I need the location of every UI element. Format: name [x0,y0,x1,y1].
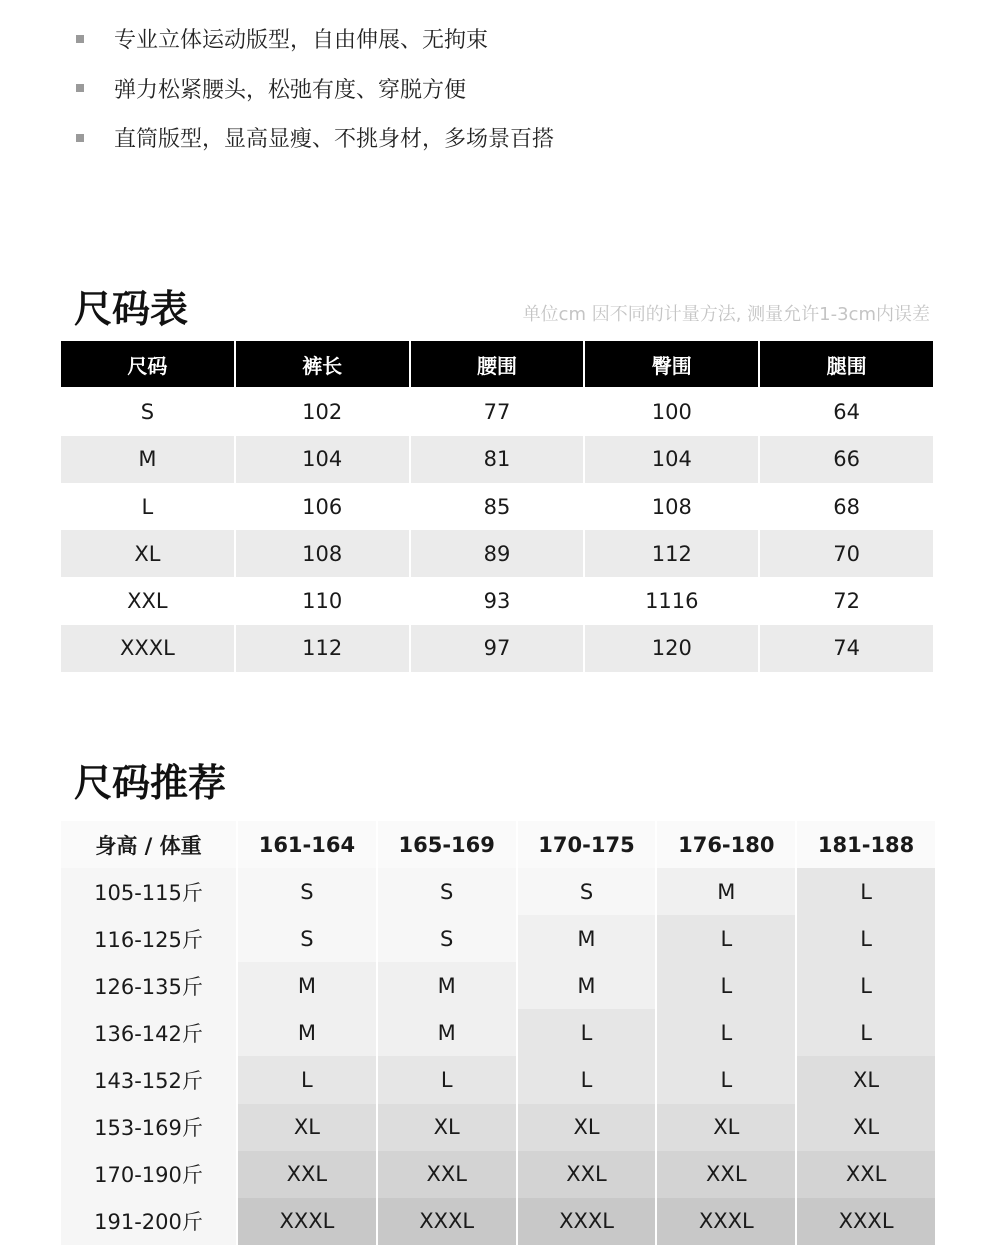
table-row [61,483,935,530]
size-table-title: 尺码表 [74,287,189,331]
table-row [61,868,935,915]
size-cell: M [378,1009,516,1056]
table-cell: 112 [585,530,758,577]
size-cell: L [657,1056,795,1103]
table-cell: 72 [833,589,860,614]
table-cell: 110 [302,589,343,614]
size-cell: L [518,1009,656,1056]
table-cell: 66 [760,436,933,483]
size-cell: M [518,962,656,1009]
height-header-cell: 170-175 [518,821,656,868]
recommendation-header [61,821,935,868]
table-cell: 97 [411,625,584,672]
size-cell: L [657,915,795,962]
size-cell: S [518,868,656,915]
table-cell: 104 [585,436,758,483]
feature-list [76,14,554,163]
feature-item [76,64,554,114]
table-row [61,388,935,435]
size-cell: L [518,1056,656,1103]
size-cell: L [797,915,935,962]
table-cell: XXL [127,589,168,614]
feature-item [76,14,554,64]
size-cell: L [797,962,935,1009]
table-cell: 74 [760,625,933,672]
header-cell: 腿围 [760,341,933,387]
table-row [61,436,935,483]
size-cell: XXXL [657,1198,795,1245]
size-cell: XL [238,1104,376,1151]
size-cell: XXXL [378,1198,516,1245]
header-cell: 裤长 [236,341,409,387]
table-cell: XXXL [61,625,234,672]
size-cell: XXXL [238,1198,376,1245]
table-row [61,1151,935,1198]
weight-cell: 170-190斤 [61,1151,236,1198]
table-row [61,915,935,962]
size-recommendation-table [61,821,935,1245]
corner-cell: 身高 / 体重 [61,821,236,868]
size-cell: S [238,868,376,915]
size-cell: S [378,868,516,915]
bullet-square-icon [76,35,84,43]
table-cell: M [61,436,234,483]
table-cell: 100 [651,399,692,424]
height-header-cell: 165-169 [378,821,516,868]
size-cell: L [657,1009,795,1056]
table-cell: 81 [411,436,584,483]
size-cell: L [238,1056,376,1103]
size-cell: XXL [518,1151,656,1198]
table-cell: 108 [651,494,692,519]
table-cell: 89 [411,530,584,577]
size-cell: L [657,962,795,1009]
table-row [61,1009,935,1056]
weight-cell: 116-125斤 [61,915,236,962]
size-cell: XXXL [518,1198,656,1245]
table-cell: 112 [236,625,409,672]
table-cell: 104 [236,436,409,483]
weight-cell: 136-142斤 [61,1009,236,1056]
size-table [61,341,935,672]
weight-cell: 191-200斤 [61,1198,236,1245]
size-table-header [61,341,935,388]
table-cell: 70 [760,530,933,577]
size-cell: L [797,868,935,915]
size-cell: L [797,1009,935,1056]
weight-cell: 143-152斤 [61,1056,236,1103]
table-cell: 1116 [645,589,699,614]
feature-text: 直筒版型，显高显瘦、不挑身材，多场景百搭 [114,127,555,153]
table-row [61,577,935,624]
size-cell: S [238,915,376,962]
table-cell: S [140,399,155,424]
weight-cell: 105-115斤 [61,868,236,915]
header-cell: 臀围 [585,341,758,387]
table-row [61,962,935,1009]
weight-cell: 153-169斤 [61,1104,236,1151]
table-cell: 102 [302,399,343,424]
size-cell: XXL [797,1151,935,1198]
size-cell: XL [518,1104,656,1151]
size-cell: M [657,868,795,915]
size-cell: XXL [378,1151,516,1198]
table-cell: 77 [483,399,511,424]
table-cell: 106 [302,494,343,519]
size-cell: XL [657,1104,795,1151]
table-cell: 108 [236,530,409,577]
height-header-cell: 161-164 [238,821,376,868]
size-cell: XL [797,1056,935,1103]
table-cell: 85 [483,494,511,519]
table-row [61,1056,935,1103]
table-cell: L [141,494,154,519]
table-cell: 68 [833,494,860,519]
bullet-square-icon [76,84,84,92]
measurement-note: 单位cm 因不同的计量方法, 测量允许1-3cm内误差 [522,304,930,325]
size-cell: M [238,1009,376,1056]
size-cell: XL [378,1104,516,1151]
weight-cell: 126-135斤 [61,962,236,1009]
feature-text: 专业立体运动版型，自由伸展、无拘束 [114,28,489,54]
feature-text: 弹力松紧腰头，松弛有度、穿脱方便 [114,77,467,103]
size-cell: XXL [238,1151,376,1198]
height-header-cell: 176-180 [657,821,795,868]
size-recommendation-title: 尺码推荐 [74,761,227,805]
header-cell: 腰围 [411,341,584,387]
size-cell: XL [797,1104,935,1151]
table-row [61,1198,935,1245]
table-cell: 64 [833,399,860,424]
size-cell: XXXL [797,1198,935,1245]
size-cell: M [238,962,376,1009]
feature-item [76,113,554,163]
size-cell: M [518,915,656,962]
size-cell: L [378,1056,516,1103]
size-cell: M [378,962,516,1009]
table-cell: 120 [585,625,758,672]
table-row [61,530,935,577]
header-cell: 尺码 [61,341,234,387]
table-cell: XL [61,530,234,577]
size-cell: XXL [657,1151,795,1198]
table-cell: 93 [483,589,511,614]
bullet-square-icon [76,134,84,142]
height-header-cell: 181-188 [797,821,935,868]
table-row [61,1104,935,1151]
size-cell: S [378,915,516,962]
table-row [61,625,935,672]
